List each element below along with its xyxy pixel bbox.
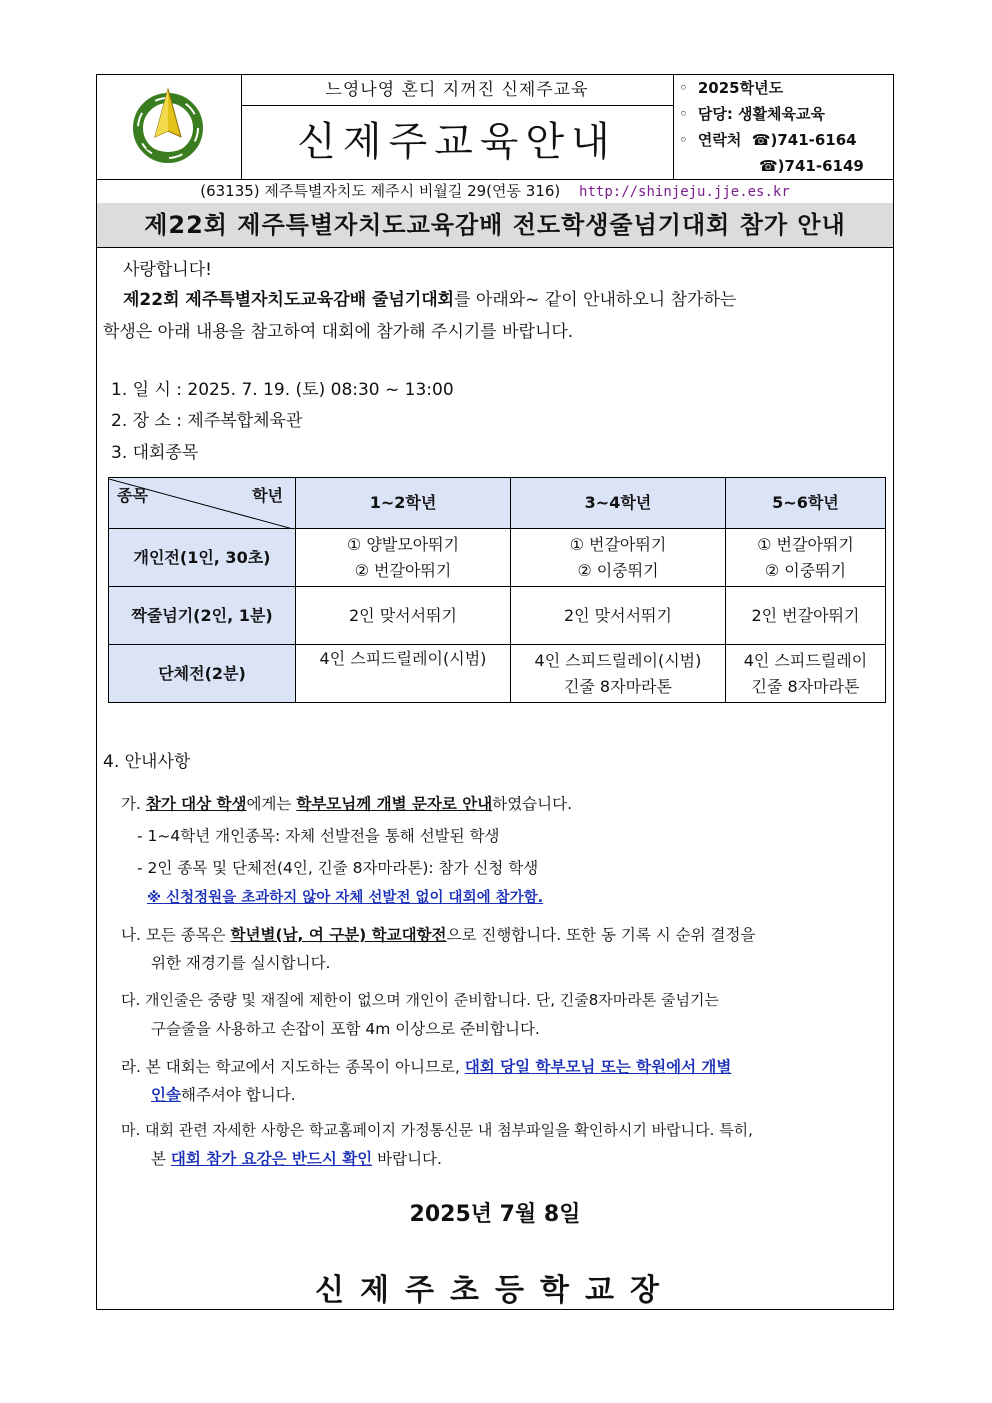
ra-underline-2: 인솔: [151, 1086, 181, 1104]
cell-line: 4인 스피드릴레이(시범): [534, 650, 702, 670]
guide-ga: [121, 792, 572, 814]
events-table: [108, 477, 886, 703]
table-cell: [725, 587, 885, 645]
item-date: 1. 일 시 : 2025. 7. 19. (토) 08:30 ~ 13:00: [111, 380, 454, 400]
na-prefix: 나. 모든 종목은: [121, 926, 226, 944]
corner-event-label: 종목: [117, 486, 148, 505]
school-url-link[interactable]: http://shinjeju.jje.es.kr: [579, 184, 790, 200]
ga-sub-1: - 1~4학년 개인종목: 자체 선발전을 통해 선발된 학생: [137, 827, 500, 845]
guide-ma-line-1: 마. 대회 관련 자세한 사항은 학교홈페이지 가정통신문 내 첨부파일을 확인하시기 바랍니다. 특히,: [121, 1121, 753, 1139]
grade-header: 3~4학년: [510, 478, 725, 529]
ga-text-1: 에게는: [246, 795, 292, 813]
guide-na-line-1: [121, 923, 755, 945]
cell-line: ② 번갈아뛰기: [354, 560, 452, 580]
ra-rest: 해주셔야 합니다.: [180, 1086, 296, 1104]
table-cell: [510, 587, 725, 645]
cell-line: ① 번갈아뛰기: [757, 534, 854, 554]
intro-rest: 를 아래와~ 같이 안내하오니 참가하는: [454, 290, 737, 310]
cell-line: 4인 스피드릴레이: [743, 650, 868, 670]
table-cell: [510, 529, 725, 587]
table-cell: [296, 587, 511, 645]
document-frame: [96, 74, 894, 1310]
table-cell: [510, 645, 725, 703]
guide-ra-line-2: [151, 1083, 296, 1105]
cell-line: ② 이중뛰기: [764, 560, 847, 580]
info-dept: ◦ 담당: 생활체육교육: [679, 105, 826, 123]
info-cell: [673, 75, 893, 179]
ma-rest: 바랍니다.: [377, 1150, 442, 1168]
item-events-heading: 3. 대회종목: [111, 443, 199, 463]
ga-sub-2: - 2인 종목 및 단체전(4인, 긴줄 8자마라톤): 참가 신청 학생: [137, 859, 539, 877]
info-year: ◦ 2025학년도: [679, 79, 784, 97]
cell-line: ① 양발모아뛰기: [346, 534, 460, 554]
year-text: 2025학년도: [697, 79, 784, 97]
table-cell: [296, 529, 511, 587]
intro-line-1: [123, 285, 736, 310]
principal-signature: 신제주초등학교장: [315, 1273, 675, 1308]
ma-prefix: 본: [151, 1150, 166, 1168]
grade-header: 5~6학년: [725, 478, 885, 529]
guide-heading: 4. 안내사항: [103, 752, 191, 772]
guide-ra-line-1: [121, 1055, 731, 1077]
header: [97, 75, 893, 180]
phone-2: ☎)741-6149: [759, 157, 864, 175]
table-cell: [725, 529, 885, 587]
guide-da-line-1: 다. 개인줄은 중량 및 재질에 제한이 없으며 개인이 준비합니다. 단, 긴줄8자마라톤 줄넘기는: [121, 991, 719, 1009]
table-row: [109, 645, 886, 703]
table-header-row: [109, 478, 886, 529]
address: (63135) 제주특별자치도 제주시 비월길 29(연동 316): [200, 182, 561, 200]
cell-line: ① 번갈아뛰기: [569, 534, 667, 554]
cell-line: 2인 맞서서뛰기: [563, 605, 672, 625]
intro-line-2: 학생은 아래 내용을 참고하여 대회에 참가해 주시기를 바랍니다.: [103, 322, 574, 342]
guide-na-line-2: 위한 재경기를 실시합니다.: [151, 954, 331, 972]
contact-label: 연락처: [697, 131, 742, 149]
event-name: 단체전(2분): [109, 645, 296, 703]
table-corner-cell: [109, 478, 296, 529]
na-underline: 학년별(남, 여 구분) 학교대항전: [230, 926, 447, 944]
school-emblem-logo: [97, 75, 241, 179]
notice-title: 제22회 제주특별자치도교육감배 전도학생줄넘기대회 참가 안내: [97, 203, 893, 248]
logo-cell: [97, 75, 242, 179]
issue-date: 2025년 7월 8일: [409, 1202, 581, 1227]
address-bar: [97, 179, 893, 204]
cell-line: 4인 스피드릴레이(시범): [319, 649, 487, 668]
guide-da-line-2: 구슬줄을 사용하고 손잡이 포함 4m 이상으로 준비합니다.: [151, 1020, 540, 1038]
event-name: 짝줄넘기(2인, 1분): [109, 587, 296, 645]
ra-prefix: 라. 본 대회는 학교에서 지도하는 종목이 아니므로,: [121, 1058, 460, 1076]
cell-line: ② 이중뛰기: [577, 560, 659, 580]
info-contact: ◦ 연락처 ☎)741-6164: [679, 131, 857, 149]
newsletter-title: 신제주교육안내: [297, 119, 617, 165]
ga-underline-1: 참가 대상 학생: [145, 795, 247, 813]
slogan: 느영나영 혼디 지꺼진 신제주교육: [241, 75, 673, 106]
greeting: 사랑합니다!: [123, 260, 212, 280]
header-title-cell: [241, 75, 674, 179]
guide-ma-line-2: [151, 1147, 442, 1169]
ra-underline-1: 대회 당일 학부모님 또는 학원에서 개별: [464, 1058, 732, 1076]
ga-note: ※ 신청정원을 초과하지 않아 자체 선발전 없이 대회에 참가함.: [147, 890, 544, 906]
corner-grade-label: 학년: [252, 486, 283, 505]
event-name: 개인전(1인, 30초): [109, 529, 296, 587]
ma-underline: 대회 참가 요강은 반드시 확인: [170, 1150, 373, 1168]
table-row: [109, 529, 886, 587]
grade-header: 1~2학년: [296, 478, 511, 529]
table-row: [109, 587, 886, 645]
table-cell: [725, 645, 885, 703]
item-place: 2. 장 소 : 제주복합체육관: [111, 411, 303, 431]
cell-line: 긴줄 8자마라톤: [563, 676, 672, 696]
ga-prefix: 가.: [121, 795, 141, 813]
cell-line: 2인 맞서서뛰기: [348, 605, 457, 625]
phone-1: ☎)741-6164: [751, 131, 857, 149]
table-cell: [296, 645, 511, 703]
ga-text-2: 하였습니다.: [492, 795, 573, 813]
cell-line: 2인 번갈아뛰기: [751, 605, 860, 625]
dept-text: 담당: 생활체육교육: [697, 105, 826, 123]
intro-bold: 제22회 제주특별자치도교육감배 줄넘기대회: [123, 290, 455, 310]
cell-line: 긴줄 8자마라톤: [751, 676, 860, 696]
ga-underline-2: 학부모님께 개별 문자로 안내: [296, 795, 493, 813]
na-rest: 으로 진행합니다. 또한 동 기록 시 순위 결정을: [446, 926, 756, 944]
